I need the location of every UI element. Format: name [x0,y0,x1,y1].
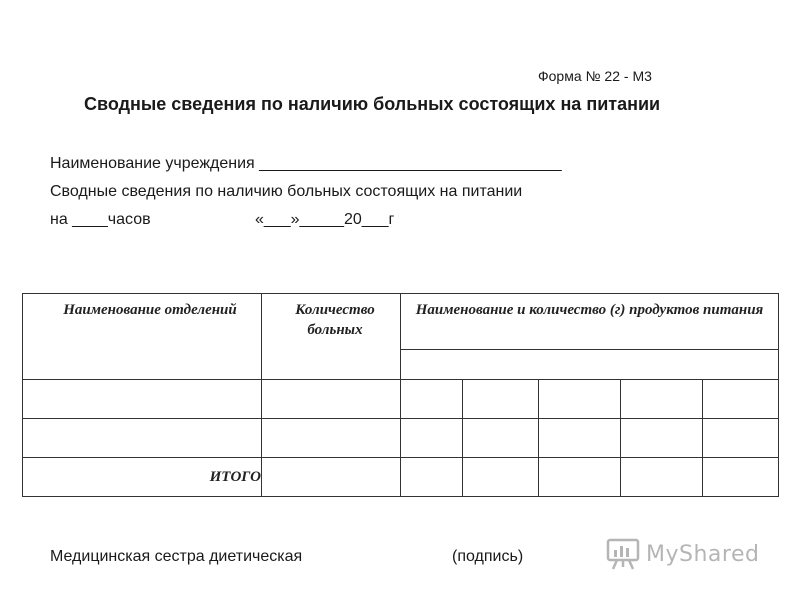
header-products-label: Наименование и количество (г) продуктов питания [415,302,764,318]
form-number: Форма № 22 - М3 [538,68,652,84]
table-cell[interactable] [621,458,703,497]
table-cell[interactable] [401,419,463,458]
header-products-subrow [401,350,779,380]
table-cell[interactable] [401,380,463,419]
table-cell[interactable] [539,419,621,458]
total-label: ИТОГО [23,458,262,497]
table-row-total [23,458,779,497]
signature-hint: (подпись) [452,548,524,565]
products-table [22,293,779,497]
date-field: «___»_____20___г [255,211,395,228]
table-cell[interactable] [463,458,539,497]
time-field: на ____часов [50,211,151,228]
table-cell[interactable] [539,380,621,419]
table-cell[interactable] [703,380,779,419]
table-cell[interactable] [262,458,401,497]
header-department [23,294,262,380]
presentation-board-icon [606,537,640,571]
header-department-label: Наименование отделений [63,302,237,318]
table-row [23,419,779,458]
table-cell[interactable] [621,380,703,419]
table-cell[interactable] [23,419,262,458]
signature-label: Медицинская сестра диетическая [50,548,303,565]
header-patient-count-label: Количество больных [295,302,375,338]
table-cell[interactable] [401,458,463,497]
header-patient-count [262,294,401,380]
table-cell[interactable] [463,419,539,458]
summary-line: Сводные сведения по наличию больных состоящих на питании [50,183,523,200]
watermark-text: MyShared [646,541,760,567]
table-cell[interactable] [262,380,401,419]
table-cell[interactable] [621,419,703,458]
watermark [606,536,759,572]
table-cell[interactable] [463,380,539,419]
table-cell[interactable] [703,419,779,458]
document-title: Сводные сведения по наличию больных состоящих на питании [84,94,661,114]
header-products [401,294,779,350]
institution-field: Наименование учреждения __________________________________ [50,155,562,172]
table-cell[interactable] [23,380,262,419]
table-cell[interactable] [703,458,779,497]
table-row [23,380,779,419]
table-cell[interactable] [539,458,621,497]
table-cell[interactable] [262,419,401,458]
